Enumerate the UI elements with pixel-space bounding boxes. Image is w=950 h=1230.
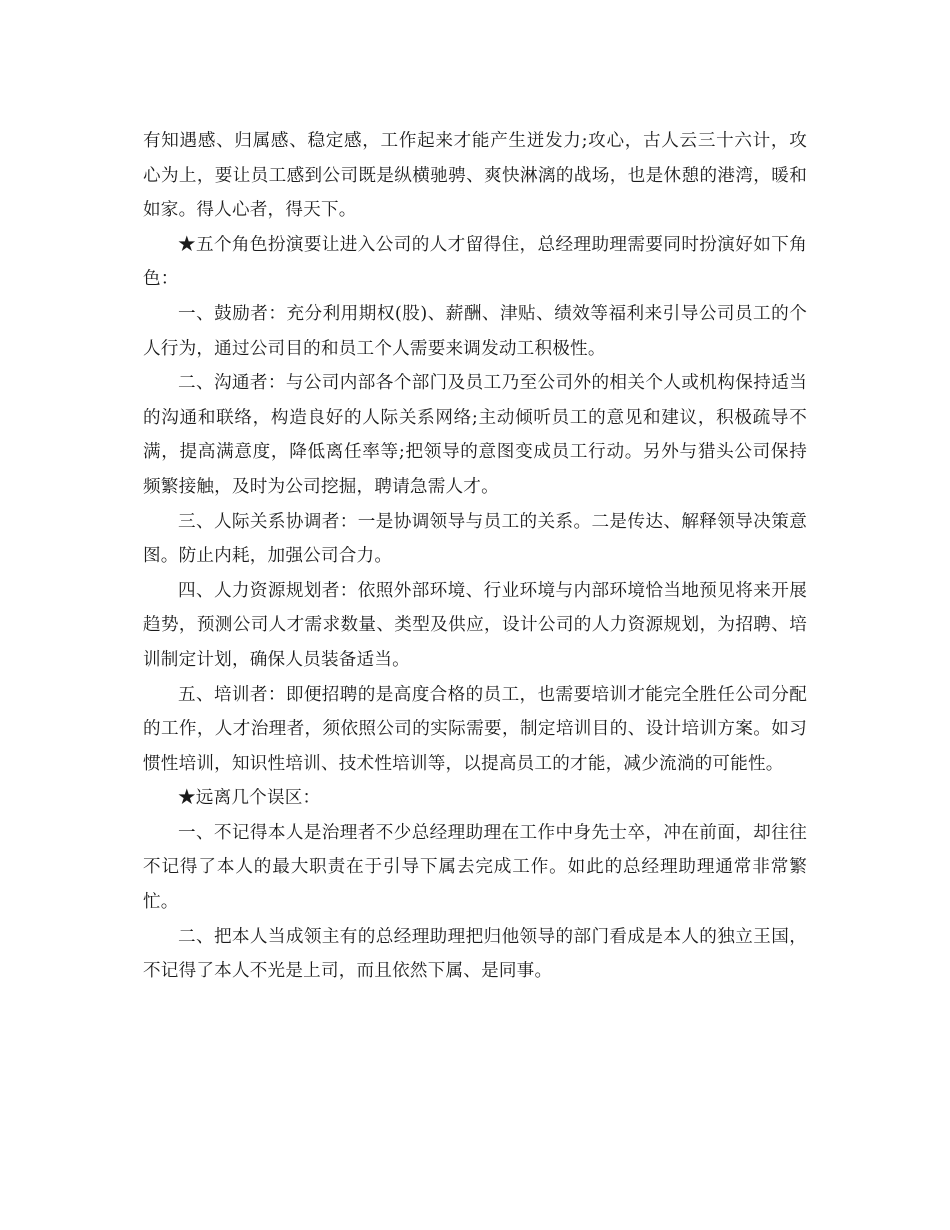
paragraph-role-planner: 四、人力资源规划者：依照外部环境、行业环境与内部环境恰当地预见将来开展趋势，预测公司人才需求数量、类型及供应，设计公司的人力资源规划，为招聘、培训制定计划，确保人员装备适当。: [143, 580, 807, 670]
paragraph-pitfall-two: 二、把本人当成领主有的总经理助理把归他领导的部门看成是本人的独立王国，不记得了本人不光是上司，而且依然下属、是同事。: [143, 926, 807, 982]
paragraph-pitfall-one: 一、不记得本人是治理者不少总经理助理在工作中身先士卒，冲在前面，却往往不记得了本人的最大职责在于引导下属去完成工作。如此的总经理助理通常非常繁忙。: [143, 822, 807, 913]
paragraph-role-motivator: 一、鼓励者：充分利用期权(股)、薪酬、津贴、绩效等福利来引导公司员工的个人行为，通过公司目的和员工个人需要来调发动工积极性。: [143, 303, 807, 359]
paragraph-role-coordinator: 三、人际关系协调者：一是协调领导与员工的关系。二是传达、解释领导决策意图。防止内耗，加强公司合力。: [143, 511, 807, 567]
paragraph-five-roles-heading: ★五个角色扮演要让进入公司的人才留得住，总经理助理需要同时扮演好如下角色：: [143, 234, 807, 290]
paragraph-role-trainer: 五、培训者：即便招聘的是高度合格的员工，也需要培训才能完全胜任公司分配的工作，人才治理者，须依照公司的实际需要，制定培训目的、设计培训方案。如习惯性培训，知识性培训、技术性培训等，以提高员工的才能，减少流淌的可能性。: [143, 684, 807, 774]
paragraph-pitfalls-heading: ★远离几个误区：: [178, 788, 321, 809]
paragraph-intro-continuation: 有知遇感、归属感、稳定感，工作起来才能产生迸发力;攻心，古人云三十六计，攻心为上，要让员工感到公司既是纵横驰骋、爽快淋漓的战场，也是休憩的港湾，暖和如家。得人心者，得天下。: [143, 131, 807, 221]
paragraph-role-communicator: 二、沟通者：与公司内部各个部门及员工乃至公司外的相关个人或机构保持适当的沟通和联络，构造良好的人际关系网络;主动倾听员工的意见和建议，积极疏导不满，提高满意度，降低离任率等;把领导的意图变成员工行动。另外与猎头公司保持频繁接触，及时为公司挖掘，聘请急需人才。: [143, 373, 807, 497]
document-body: [143, 124, 807, 989]
